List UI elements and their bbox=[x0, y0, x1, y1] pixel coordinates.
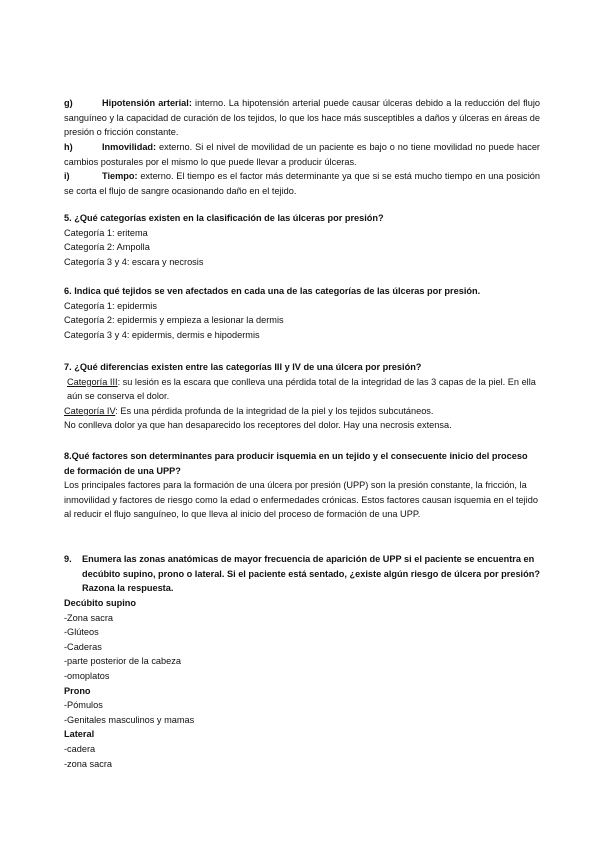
item-h-text: externo. Si el nivel de movilidad de un paciente es bajo o no tiene movilidad no puede hacer cambios posturales por el mismo lo que puede llevar a producir úlceras. bbox=[64, 142, 540, 167]
item-i-title: Tiempo: bbox=[102, 171, 138, 181]
q5-answer-2: Categoría 2: Ampolla bbox=[64, 242, 150, 253]
item-h bbox=[64, 140, 540, 169]
q6-answer-3: Categoría 3 y 4: epidermis, dermis e hipodermis bbox=[64, 329, 260, 340]
q7-category-4 bbox=[64, 404, 540, 419]
question-6-title: 6. Indica qué tejidos se ven afectados en cada una de las categorías de las úlceras por presión. bbox=[64, 286, 481, 296]
question-9-title bbox=[64, 552, 540, 596]
q7-cat4-label: Categoría IV bbox=[64, 405, 116, 416]
question-5-title: 5. ¿Qué categorías existen en la clasificación de las úlceras por presión? bbox=[64, 213, 384, 223]
item-i-letter: i) bbox=[64, 171, 70, 181]
lateral-item: -cadera bbox=[64, 743, 96, 754]
item-g bbox=[64, 96, 540, 140]
question-7-title: 7. ¿Qué diferencias existen entre las categorías III y IV de una úlcera por presión? bbox=[64, 362, 422, 372]
question-7 bbox=[64, 360, 540, 433]
supino-item: -omoplatos bbox=[64, 670, 110, 681]
lateral-item: -zona sacra bbox=[64, 758, 113, 769]
supino-title: Decúbito supino bbox=[64, 598, 136, 608]
prono-item: -Pómulos bbox=[64, 700, 103, 711]
item-i-text: externo. El tiempo es el factor más determinante ya que si se está mucho tiempo en una posición se corta el flujo de sangre ocasionando daño en el tejido. bbox=[64, 171, 540, 196]
q7-cat3-label: Categoría III bbox=[67, 376, 118, 387]
q7-cat3-text: : su lesión es la escara que conlleva una pérdida total de la integridad de las 3 capas de la piel. En ella aún se conserva el dolor. bbox=[67, 376, 536, 402]
supino-item: -Zona sacra bbox=[64, 612, 114, 623]
q8-answer: Los principales factores para la formación de una úlcera por presión (UPP) son la presión constante, la fricción, la inmovilidad y factores de riesgo como la edad o enfermedades crónicas. Estos factores causan isquemia en el tejido al reducir el flujo sanguíneo, lo que lleva al inicio del proceso de formación de una UPP. bbox=[64, 480, 538, 520]
question-8-title: 8.Qué factores son determinantes para producir isquemia en un tejido y el consecuente inicio del proceso de formación de una UPP? bbox=[64, 451, 528, 476]
item-g-letter: g) bbox=[64, 98, 73, 108]
question-9-answers bbox=[64, 596, 540, 771]
q5-answer-1: Categoría 1: eritema bbox=[64, 227, 148, 238]
question-5 bbox=[64, 211, 540, 269]
prono-item: -Genitales masculinos y mamas bbox=[64, 714, 195, 725]
item-h-letter: h) bbox=[64, 142, 73, 152]
item-h-title: Inmovilidad: bbox=[102, 142, 157, 152]
supino-item: -Glúteos bbox=[64, 627, 99, 638]
q7-category-3 bbox=[64, 375, 540, 404]
q6-answer-2: Categoría 2: epidermis y empieza a lesionar la dermis bbox=[64, 315, 284, 326]
supino-item: -parte posterior de la cabeza bbox=[64, 656, 181, 667]
lateral-title: Lateral bbox=[64, 729, 95, 740]
q7-cat4-text-2: No conlleva dolor ya que han desaparecido los receptores del dolor. Hay una necrosis extensa. bbox=[64, 420, 452, 431]
prono-title: Prono bbox=[64, 685, 91, 696]
q7-cat4-text: : Es una pérdida profunda de la integridad de la piel y los tejidos subcutáneos. bbox=[115, 405, 434, 416]
question-9-text: Enumera las zonas anatómicas de mayor frecuencia de aparición de UPP si el paciente se encuentra en decúbito supino, prono o lateral. Si el paciente está sentado, ¿existe algún riesgo de úlcera por presión? Razona la respuesta. bbox=[82, 554, 540, 594]
item-g-text: interno. La hipotensión arterial puede causar úlceras debido a la reducción del flujo sanguíneo y la capacidad de curación de los tejidos, lo que los hace más susceptibles a daños y úlceras en áreas de presión o fricción constante. bbox=[64, 98, 541, 138]
q6-answer-1: Categoría 1: epidermis bbox=[64, 300, 157, 311]
item-i bbox=[64, 169, 540, 198]
q5-answer-3: Categoría 3 y 4: escara y necrosis bbox=[64, 256, 204, 267]
supino-item: -Caderas bbox=[64, 641, 102, 652]
question-8 bbox=[64, 449, 540, 522]
question-9-number: 9. bbox=[64, 554, 72, 564]
question-6 bbox=[64, 284, 540, 342]
item-g-title: Hipotensión arterial: bbox=[102, 98, 192, 108]
